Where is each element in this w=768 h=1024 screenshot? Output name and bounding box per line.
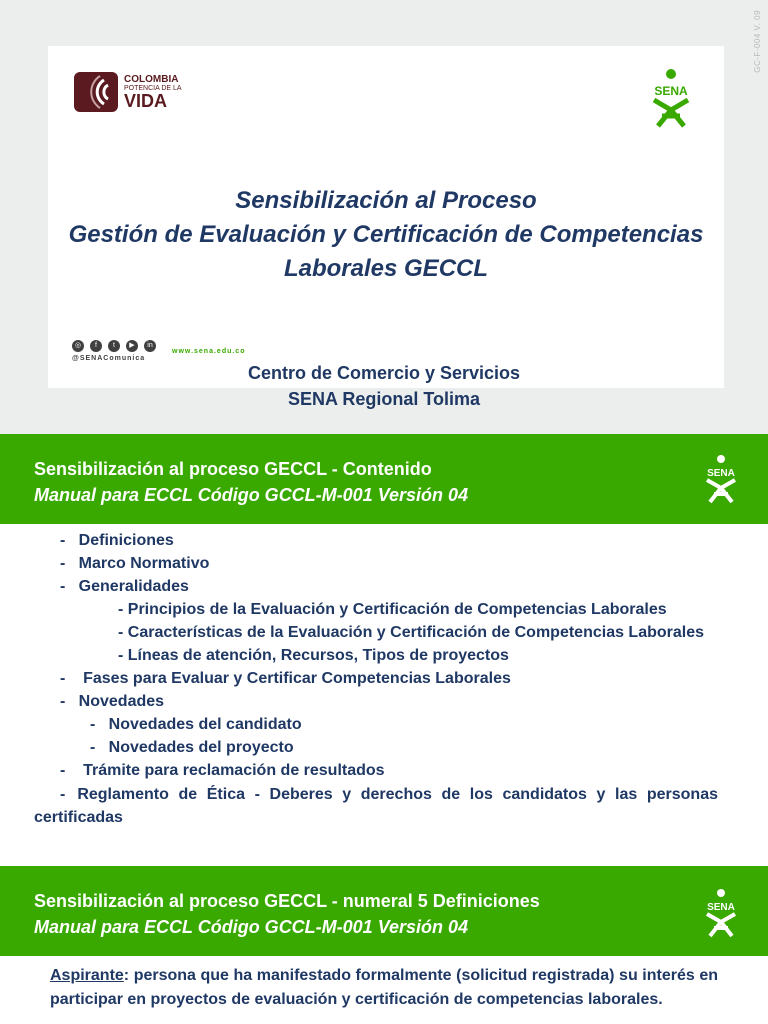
section-contents-heading: Sensibilización al proceso GECCL - Contenido — [34, 459, 432, 479]
section-contents-header — [0, 434, 768, 524]
logo-colombia-text: COLOMBIA — [124, 73, 179, 85]
section-definitions-header — [0, 866, 768, 956]
list-item: certificadas — [34, 809, 123, 826]
social-media-block — [72, 340, 156, 362]
list-item: - Características de la Evaluación y Certificación de Competencias Laborales — [118, 624, 705, 641]
section-contents-subheading: Manual para ECCL Código GCCL-M-001 Versión 04 — [34, 485, 469, 505]
instagram-icon: ◎ — [72, 340, 84, 352]
list-item: - Marco Normativo — [60, 555, 210, 572]
section-definitions-heading: Sensibilización al proceso GECCL - numeral 5 Definiciones — [34, 891, 540, 911]
facebook-icon: f — [90, 340, 102, 352]
twitter-icon: t — [108, 340, 120, 352]
definition-body: : persona que ha manifestado formalmente (solicitud registrada) su interés en participar en proyectos de evaluación y certificación de competencias laborales. — [50, 967, 718, 1008]
svg-text:SENA: SENA — [707, 902, 735, 913]
list-item: - Novedades del proyecto — [90, 739, 294, 756]
section-definitions-subheading: Manual para ECCL Código GCCL-M-001 Versión 04 — [34, 917, 469, 937]
linkedin-icon: in — [144, 340, 156, 352]
center-info — [48, 360, 720, 412]
svg-text:SENA: SENA — [707, 468, 735, 479]
social-handle: @SENAComunica — [72, 355, 146, 362]
cover-title-line1: Sensibilización al Proceso — [235, 187, 537, 214]
center-name: Centro de Comercio y Servicios — [247, 363, 521, 383]
logo-potencia-text: POTENCIA DE LA — [124, 84, 182, 92]
contents-list — [0, 524, 768, 866]
logo-vida-text: VIDA — [124, 90, 168, 111]
sena-logo — [696, 454, 746, 504]
definitions-block — [0, 956, 768, 1024]
document-code: GC-F-004 V. 09 — [753, 10, 762, 73]
list-item: - Trámite para reclamación de resultados — [60, 762, 385, 779]
list-item: - Fases para Evaluar y Certificar Competencias Laborales — [60, 670, 511, 687]
colombia-logo-mark — [74, 72, 118, 112]
youtube-icon: ▶ — [126, 340, 138, 352]
cover-title — [48, 184, 724, 286]
definition-term: Aspirante — [50, 967, 124, 984]
list-item: - Líneas de atención, Recursos, Tipos de proyectos — [118, 647, 509, 664]
definition-paragraph — [50, 964, 718, 1012]
list-item: - Principios de la Evaluación y Certificación de Competencias Laborales — [118, 601, 667, 618]
sena-logo-text: SENA — [654, 84, 688, 98]
list-item: - Novedades del candidato — [90, 716, 302, 733]
cover-title-line2: Gestión de Evaluación y Certificación de Competencias — [68, 221, 704, 248]
list-item: - Reglamento de Ética - Deberes y derechos de los candidatos y las personas — [60, 786, 718, 803]
list-item: - Generalidades — [60, 578, 189, 595]
sena-logo — [696, 888, 746, 938]
website-link[interactable]: www.sena.edu.co — [172, 348, 246, 355]
list-item: - Novedades — [60, 693, 165, 710]
regional-name: SENA Regional Tolima — [287, 389, 481, 409]
cover-slide — [48, 46, 724, 388]
list-item: - Definiciones — [60, 532, 174, 549]
colombia-potencia-de-la-vida-logo — [74, 70, 184, 114]
sena-logo — [640, 68, 702, 128]
cover-title-line3: Laborales GECCL — [283, 255, 489, 282]
